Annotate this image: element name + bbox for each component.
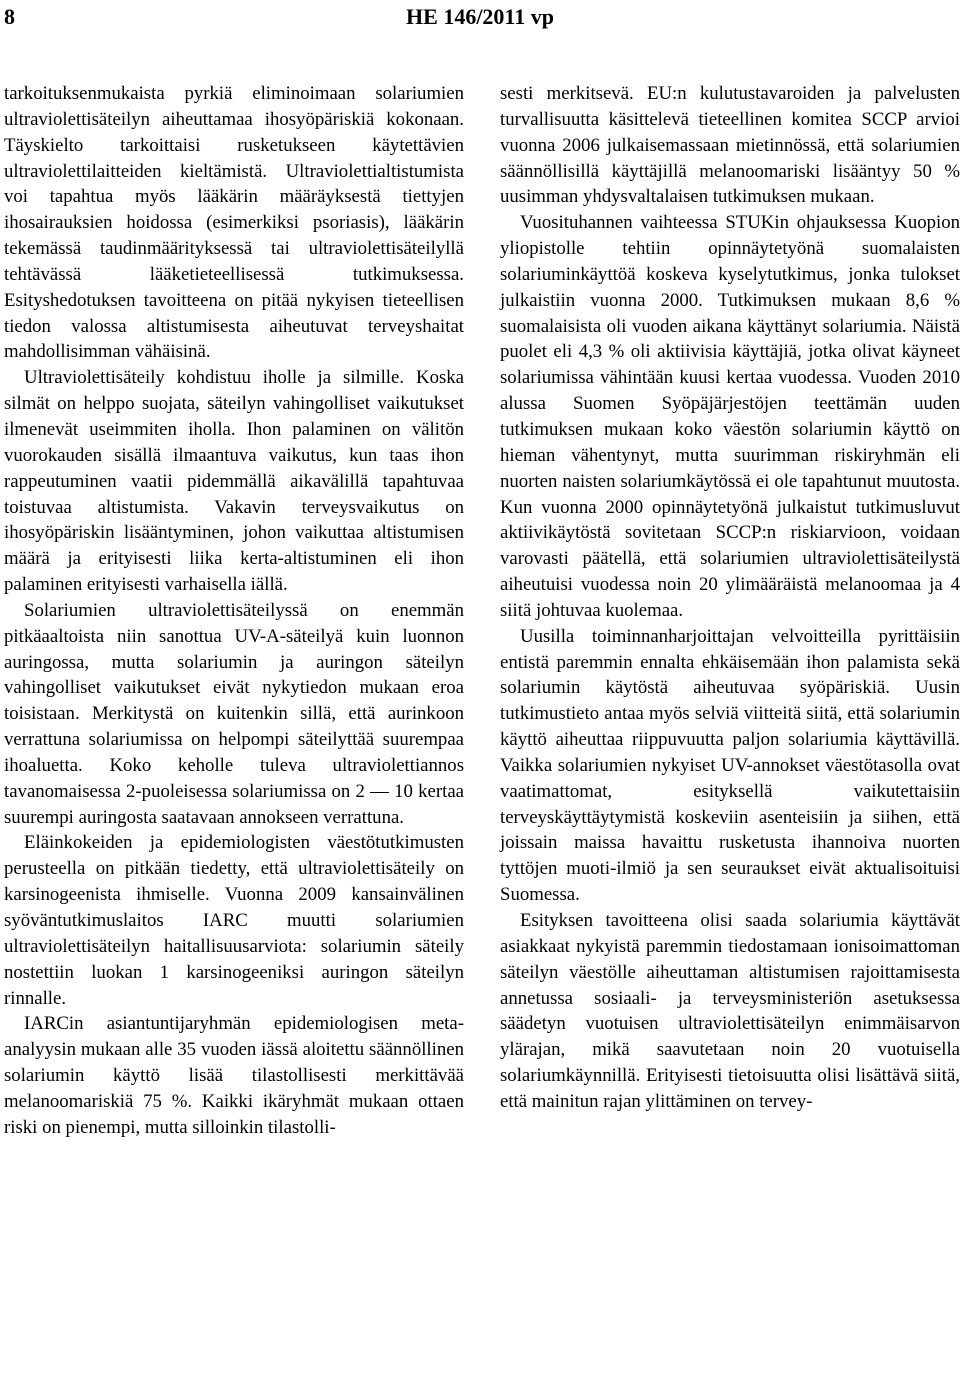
- page-number: 8: [4, 4, 15, 29]
- paragraph: Ultraviolettisäteily kohdistuu iholle ja silmille. Koska silmät on helppo suojata, säteilyn vahingolliset vaikutukset ilmenevät useimmiten iholla. Ihon palaminen on välitön vuorokauden sisällä ilmaantuva vaikutus, kun taas ihon rappeutuminen vaatii pidemmällä aikavälillä tapahtuvaa toistuvaa altistumista. Vakavin terveysvaikutus on ihosyöpäriskin lisääntyminen, johon vaikuttaa altistumisen määrä ja erityisesti liika kerta-altistuminen eli ihon palaminen erityisesti varhaisella iällä.: [4, 367, 464, 596]
- left-column: [4, 81, 464, 1141]
- paragraph: Vuosituhannen vaihteessa STUKin ohjauksessa Kuopion yliopistolle tehtiin opinnäytetyönä suomalaisten solariuminkäyttöä koskeva kyselytutkimus, jonka tulokset julkaistiin vuonna 2000. Tutkimuksen mukaan 8,6 % suomalaisista oli vuoden aikana käyttänyt solariumia. Näistä puolet eli 4,3 % oli aktiivisia käyttäjiä, jotka olivat käyneet solariumissa vähintään kuusi kertaa vuodessa. Vuoden 2010 alussa Suomen Syöpäjärjestöjen teettämän uuden tutkimuksen mukaan koko väestön solariumin käyttö on hieman vähentynyt, mutta suurimman riskiryhmän eli nuorten naisten solariumkäytössä ei ole tapahtunut muutosta. Kun vuonna 2000 opinnäytetyönä julkaistut tutkimusluvut aktiivikäytöstä sovitetaan SCCP:n riskiarvioon, voidaan varovasti päätellä, että solariumien ultraviolettisäteilystä aiheutuisi vuodessa noin 20 ylimääräistä melanoomaa ja 4 siitä johtuvaa kuolemaa.: [500, 212, 960, 621]
- paragraph: sesti merkitsevä. EU:n kulutustavaroiden ja palvelusten turvallisuutta käsittelevä tieteellinen komitea SCCP arvioi vuonna 2006 julkaisemassaan mietinnössä, että solariumien säännöllisillä käyttäjillä melanoomariski lisääntyy 50 % uusimman yhdysvaltalaisen tutkimuksen mukaan.: [500, 83, 960, 208]
- paragraph: Solariumien ultraviolettisäteilyssä on enemmän pitkäaaltoista niin sanottua UV-A-säteilyä kuin luonnon auringossa, mutta solariumin ja auringon säteilyn vahingolliset vaikutukset eivät nykytiedon mukaan eroa toisistaan. Merkitystä on kuitenkin sillä, että aurinkoon verrattuna solariumissa on helpompi säteilyttää suurempaa ihoaluetta. Koko keholle tuleva ultraviolettiannos tavanomaisessa 2-puoleisessa solariumissa on 2 — 10 kertaa suurempi auringosta saatavaan annokseen verrattuna.: [4, 599, 464, 828]
- document-id: HE 146/2011 vp: [406, 4, 554, 29]
- right-column: [500, 81, 960, 1115]
- paragraph: Eläinkokeiden ja epidemiologisten väestötutkimusten perusteella on pitkään tiedetty, että ultraviolettisäteily on karsinogeenista ihmiselle. Vuonna 2009 kansainvälinen syöväntutkimuslaitos IARC muutti solariumien ultraviolettisäteilyn haitallisuusarviota: solariumin säteily nostettiin luokan 1 karsinogeeniksi auringon säteilyn rinnalle.: [4, 832, 464, 1009]
- page-header: [0, 0, 960, 34]
- paragraph: tarkoituksenmukaista pyrkiä eliminoimaan solariumien ultraviolettisäteilyn aiheuttamaa ihosyöpäriskiä kokonaan. Täyskielto tarkoittaisi rusketukseen käytettävien ultraviolettilaitteiden kieltämistä. Ultraviolettialtistumista voi tapahtua myös lääkärin määräyksestä tiettyjen ihosairauksien hoidossa (esimerkiksi psoriasis), lääkärin tekemässä taudinmäärityksessä tai ultraviolettisäteilyllä tehtävässä lääketieteellisessä tutkimuksessa. Esityshedotuksen tavoitteena on pitää nykyisen tieteellisen tiedon valossa altistumisesta aiheutuvat terveyshaitat mahdollisimman vähäisinä.: [4, 83, 464, 363]
- paragraph: IARCin asiantuntijaryhmän epidemiologisen meta-analyysin mukaan alle 35 vuoden iässä aloitettu säännöllinen solariumin käyttö lisää tilastollisesti merkittävää melanoomariskiä 75 %. Kaikki ikäryhmät mukaan ottaen riski on pienempi, mutta silloinkin tilastolli-: [4, 1013, 464, 1138]
- paragraph: Uusilla toiminnanharjoittajan velvoitteilla pyrittäisiin entistä paremmin ennalta ehkäisemään ihon palamista sekä solariumin käytöstä aiheutuvaa syöpäriskiä. Uusin tutkimustieto antaa myös selviä viitteitä siitä, että solariumin käyttö aiheuttaa riippuvuutta paljon solariumia käyttävillä. Vaikka solariumien nykyiset UV-annokset väestötasolla ovat vaatimattomat, esityksellä vaikutettaisiin terveyskäyttäytymistä koskeviin asenteisiin ja siihen, että joissain maissa havaittu rusketusta ihannoiva nuorten tyttöjen muoti-ilmiö ja sen seuraukset eivät aktualisoituisi Suomessa.: [500, 625, 960, 906]
- paragraph: Esityksen tavoitteena olisi saada solariumia käyttävät asiakkaat nykyistä paremmin tiedostamaan ionisoimattoman säteilyn väestölle aiheuttaman altistumisen rajoittamisesta annetussa sosiaali- ja terveysministeriön asetuksessa säädetyn vuotuisen ultraviolettisäteilyn enimmäisarvon ylärajan, mikä saavutetaan noin 20 vuotuisella solariumkäynnillä. Erityisesti tietoisuutta olisi lisättävä siitä, että mainitun rajan ylittäminen on tervey-: [500, 910, 960, 1112]
